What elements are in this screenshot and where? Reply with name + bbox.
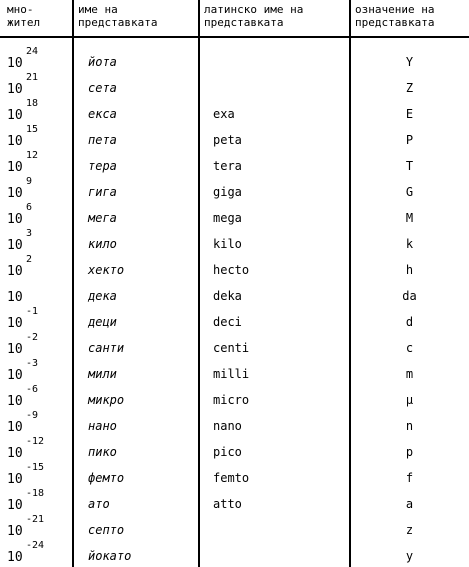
prefix-name: ато: [88, 497, 110, 511]
prefix-name: тера: [88, 159, 117, 173]
multiplier-exponent: -9: [26, 410, 39, 421]
multiplier-exponent: -1: [26, 306, 39, 317]
multiplier-base: 10: [7, 56, 23, 71]
prefix-symbol: z: [405, 523, 414, 537]
table-row: [0, 44, 469, 70]
prefix-name: пико: [88, 445, 117, 459]
multiplier-exponent: 6: [26, 202, 33, 213]
multiplier-exponent: -6: [26, 384, 39, 395]
table-row: [0, 122, 469, 148]
latin-name: giga: [213, 185, 242, 199]
multiplier-exponent: 24: [26, 46, 39, 57]
multiplier-exponent: -18: [26, 488, 45, 499]
prefix-name: екса: [88, 107, 117, 121]
prefix-symbol: m: [405, 367, 414, 381]
multiplier-base: 10: [7, 472, 23, 487]
prefix-symbol: M: [405, 211, 414, 225]
prefix-symbol: y: [405, 549, 414, 563]
multiplier-base: 10: [7, 342, 23, 357]
prefix-symbol: p: [405, 445, 414, 459]
prefix-name: микро: [88, 393, 125, 407]
multiplier-exponent: 2: [26, 254, 33, 265]
latin-name: milli: [213, 367, 250, 381]
prefix-symbol: da: [402, 289, 417, 303]
multiplier-exponent: 15: [26, 124, 39, 135]
table-row: [0, 174, 469, 200]
prefix-symbol: k: [405, 237, 414, 251]
latin-name: centi: [213, 341, 250, 355]
table-row: [0, 96, 469, 122]
prefix-name: санти: [88, 341, 125, 355]
prefix-symbol: T: [405, 159, 414, 173]
prefix-symbol: Z: [405, 81, 414, 95]
prefix-symbol: P: [405, 133, 414, 147]
prefix-symbol: G: [405, 185, 414, 199]
prefix-symbol: Y: [405, 55, 414, 69]
multiplier-exponent: 21: [26, 72, 39, 83]
prefix-symbol: h: [405, 263, 414, 277]
multiplier-base: 10: [7, 316, 23, 331]
multiplier-exponent: 9: [26, 176, 33, 187]
table-row: [0, 434, 469, 460]
prefix-name: фемто: [88, 471, 125, 485]
table-row: [0, 538, 469, 564]
table-row: [0, 382, 469, 408]
multiplier-exponent: 3: [26, 228, 33, 239]
latin-name: femto: [213, 471, 250, 485]
multiplier-exponent: -24: [26, 540, 45, 551]
multiplier-exponent: -2: [26, 332, 39, 343]
latin-name: deka: [213, 289, 242, 303]
prefix-name: септо: [88, 523, 125, 537]
table-row: [0, 408, 469, 434]
prefix-symbol: a: [405, 497, 414, 511]
multiplier-base: 10: [7, 394, 23, 409]
table-row: [0, 148, 469, 174]
table-row: [0, 460, 469, 486]
latin-name: atto: [213, 497, 242, 511]
multiplier-base: 10: [7, 160, 23, 175]
table-row: [0, 70, 469, 96]
multiplier-base: 10: [7, 134, 23, 149]
prefix-name: деци: [88, 315, 117, 329]
multiplier-base: 10: [7, 420, 23, 435]
multiplier-base: 10: [7, 550, 23, 565]
prefix-name: кило: [88, 237, 117, 251]
table-row: [0, 330, 469, 356]
prefix-name: дека: [88, 289, 117, 303]
prefix-name: йокато: [88, 549, 132, 563]
header-multiplier: мно- жител: [7, 3, 41, 29]
multiplier-exponent: 12: [26, 150, 39, 161]
prefix-name: мили: [88, 367, 117, 381]
prefix-name: йота: [88, 55, 117, 69]
header-latin-name: латинско име на представката: [204, 3, 304, 29]
prefix-symbol: f: [405, 471, 414, 485]
multiplier-exponent: -15: [26, 462, 45, 473]
prefix-name: сета: [88, 81, 117, 95]
multiplier-base: 10: [7, 524, 23, 539]
multiplier-base: 10: [7, 264, 23, 279]
prefix-symbol: E: [405, 107, 414, 121]
prefix-symbol: c: [405, 341, 414, 355]
table-row: [0, 512, 469, 538]
latin-name: exa: [213, 107, 235, 121]
multiplier-base: 10: [7, 82, 23, 97]
multiplier-base: 10: [7, 446, 23, 461]
latin-name: nano: [213, 419, 242, 433]
latin-name: kilo: [213, 237, 242, 251]
prefix-symbol: n: [405, 419, 414, 433]
multiplier-base: 10: [7, 238, 23, 253]
multiplier-exponent: -21: [26, 514, 45, 525]
latin-name: mega: [213, 211, 242, 225]
latin-name: tera: [213, 159, 242, 173]
latin-name: deci: [213, 315, 242, 329]
multiplier-exponent: 18: [26, 98, 39, 109]
prefix-symbol: μ: [405, 393, 414, 407]
header-prefix-name: име на представката: [78, 3, 158, 29]
multiplier-exponent: -3: [26, 358, 39, 369]
prefix-name: мега: [88, 211, 117, 225]
prefix-name: пета: [88, 133, 117, 147]
multiplier-base: 10: [7, 186, 23, 201]
multiplier-exponent: -12: [26, 436, 45, 447]
table-row: [0, 486, 469, 512]
table-row: [0, 304, 469, 330]
table-row: [0, 356, 469, 382]
prefix-name: хекто: [88, 263, 125, 277]
table-row: [0, 226, 469, 252]
prefix-name: гига: [88, 185, 117, 199]
latin-name: hecto: [213, 263, 250, 277]
table-row: [0, 278, 469, 304]
latin-name: micro: [213, 393, 250, 407]
header-rule: [0, 36, 469, 38]
multiplier-base: 10: [7, 108, 23, 123]
prefix-symbol: d: [405, 315, 414, 329]
multiplier-base: 10: [7, 368, 23, 383]
multiplier-base: 10: [7, 498, 23, 513]
header-symbol: означение на представката: [355, 3, 435, 29]
prefix-name: нано: [88, 419, 117, 433]
latin-name: pico: [213, 445, 242, 459]
table-row: [0, 252, 469, 278]
latin-name: peta: [213, 133, 242, 147]
multiplier-base: 10: [7, 290, 23, 305]
multiplier-base: 10: [7, 212, 23, 227]
table-row: [0, 200, 469, 226]
